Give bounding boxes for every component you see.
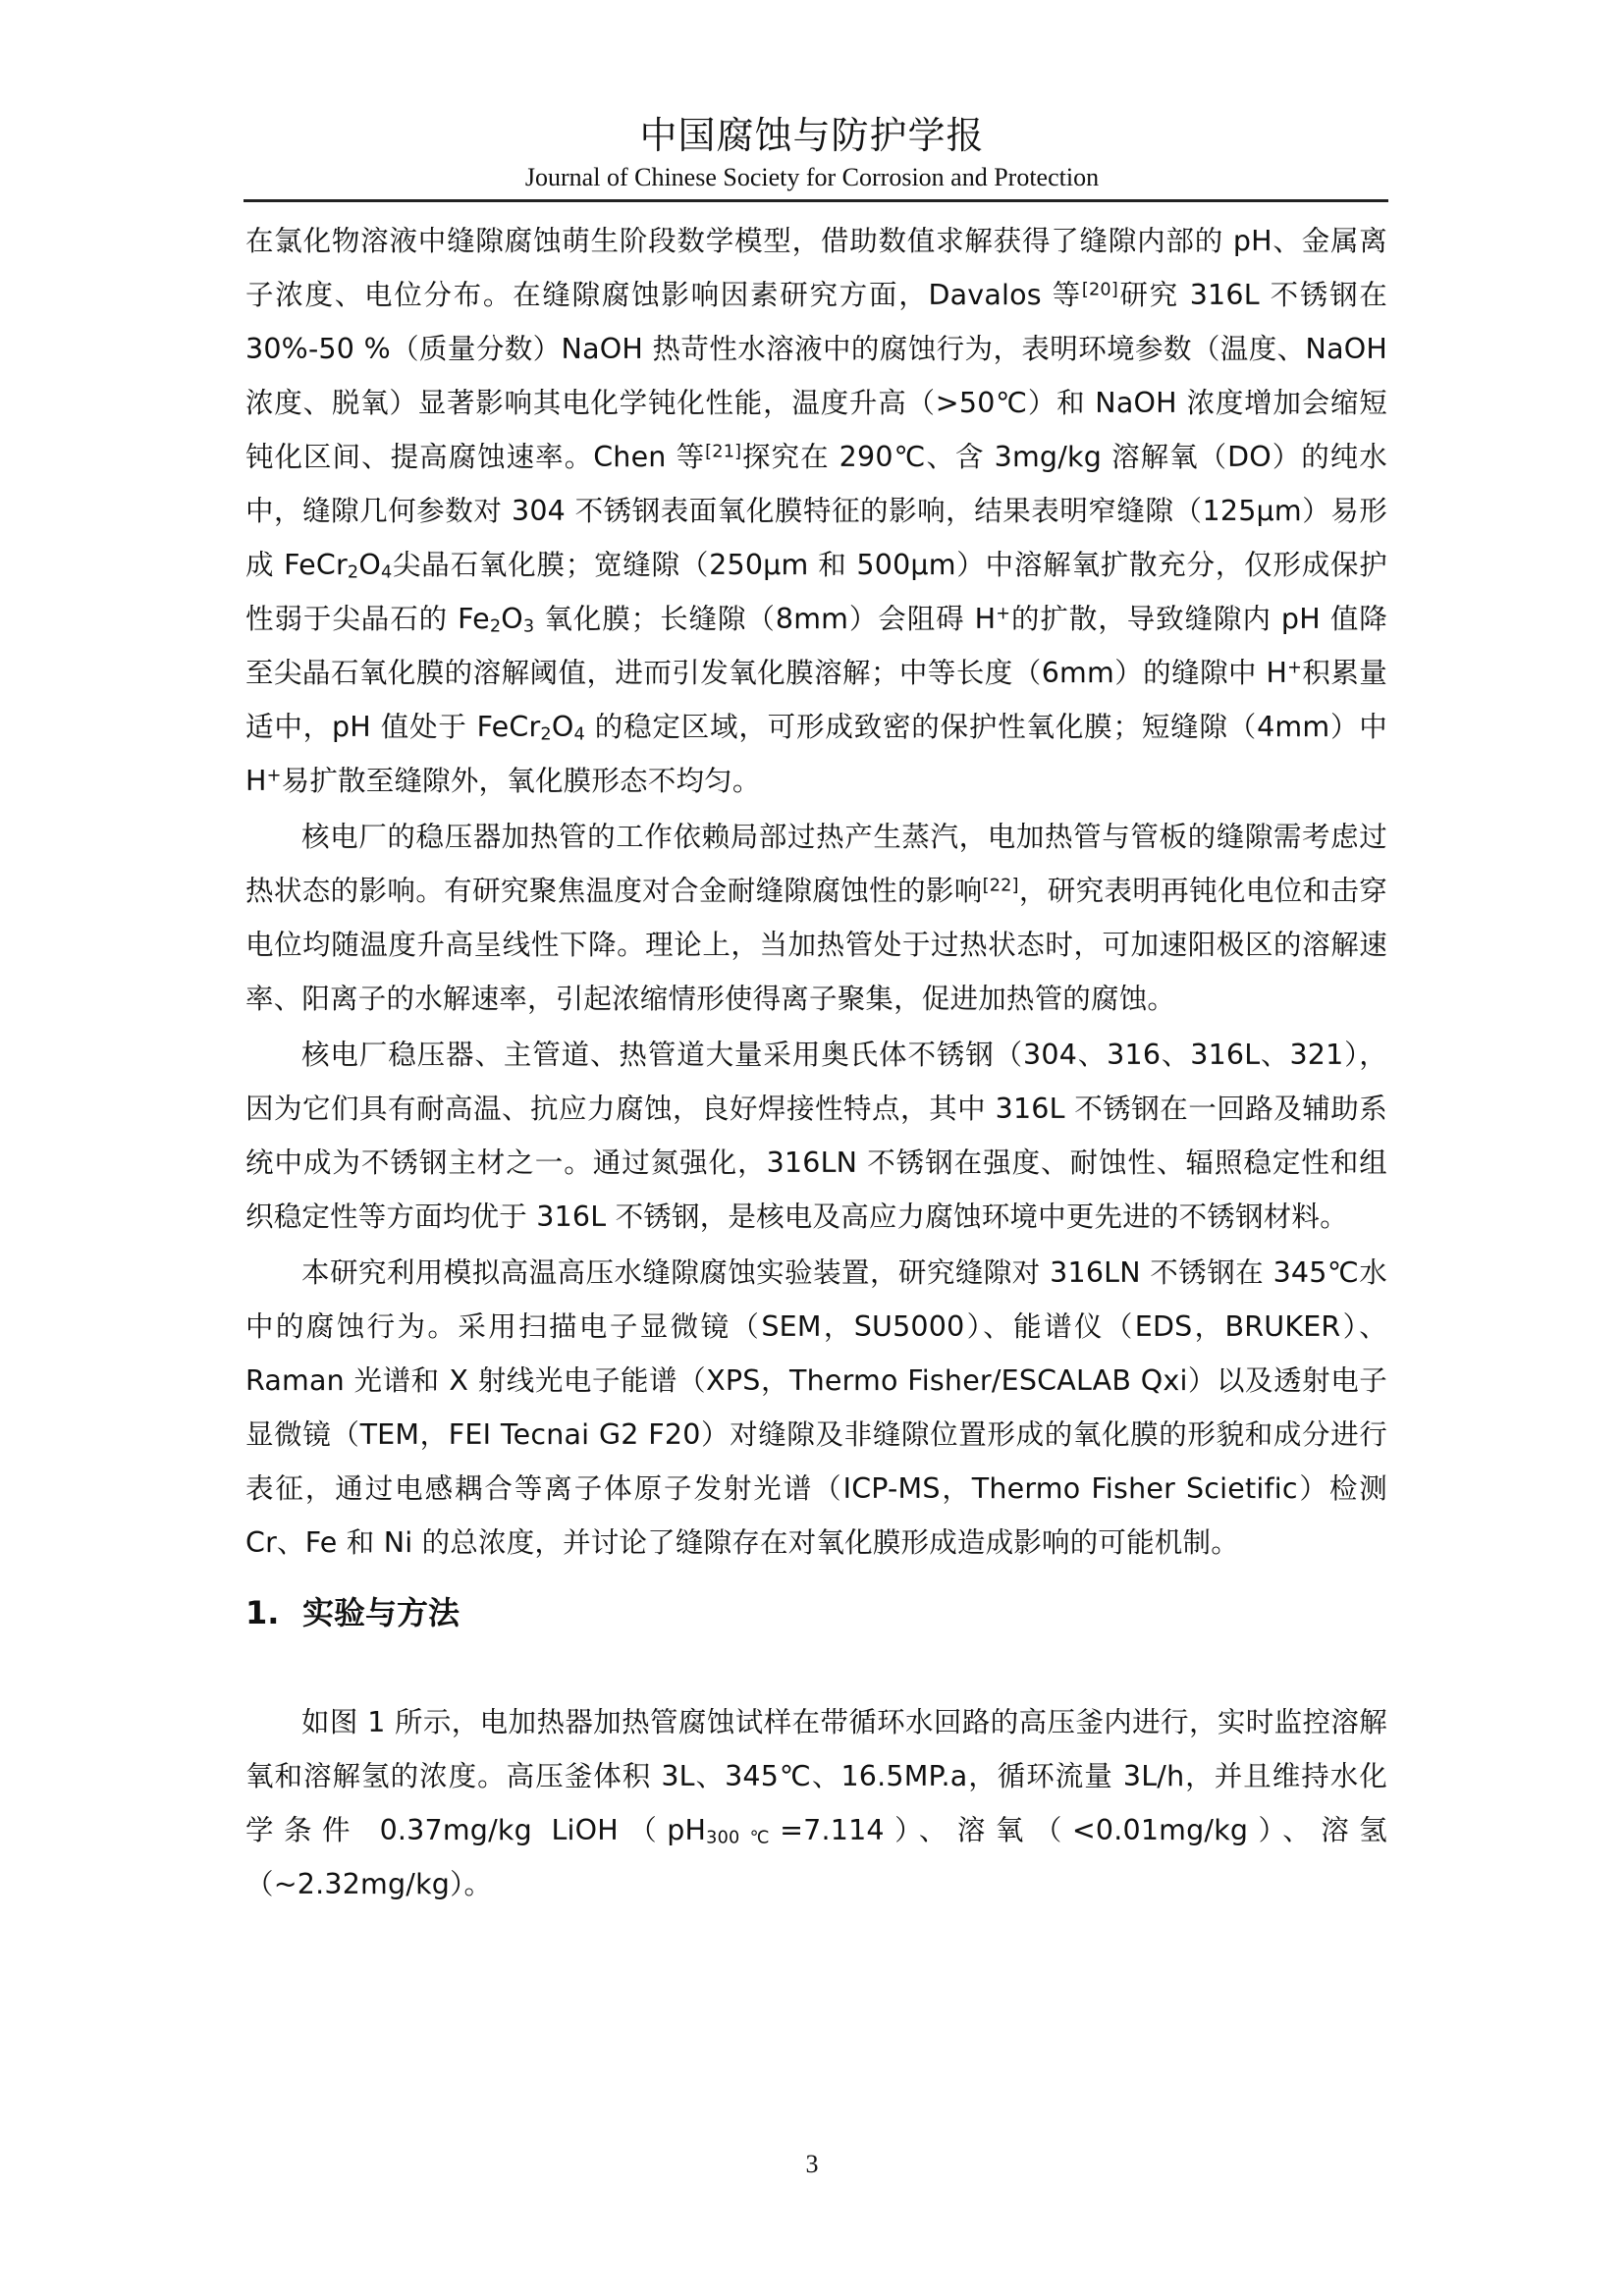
- section-number: 1.: [245, 1594, 280, 1631]
- citation-20: [20]: [1081, 280, 1118, 300]
- journal-title-en: Journal of Chinese Society for Corrosion and Protection: [524, 163, 1100, 191]
- paragraph-stainless-steel: 核电厂稳压器、主管道、热管道大量采用奥氏体不锈钢（304、316、316L、321），因为它们具有耐高温、抗应力腐蚀，良好焊接性特点，其中 316L 不锈钢在一回路及辅助系统中成为不锈钢主材之一。通过氮强化，316LN 不锈钢在强度、耐蚀性、辐照稳定性和组织稳定性等方面均优于 316L 不锈钢，是核电及高应力腐蚀环境中更先进的不锈钢材料。: [245, 1039, 1387, 1233]
- page-number: 3: [805, 2150, 819, 2178]
- header-divider: [244, 199, 1388, 202]
- section-spacer: [245, 1642, 1387, 1693]
- paragraph-study-overview: 本研究利用模拟高温高压水缝隙腐蚀实验装置，研究缝隙对 316LN 不锈钢在 345℃水中的腐蚀行为。采用扫描电子显微镜（SEM，SU5000）、能谱仪（EDS，BRUKER）、Raman 光谱和 X 射线光电子能谱（XPS，Thermo Fisher/ESCALAB Qxi）以及透射电子显微镜（TEM，FEI Tecnai G2 F20）对缝隙及非缝隙位置形成的氧化膜的形貌和成分进行表征，通过电感耦合等离子体原子发射光谱（ICP-MS，Thermo Fisher Scietific）检测 Cr、Fe 和 Ni 的总浓度，并讨论了缝隙存在对氧化膜形成造成影响的可能机制。: [245, 1256, 1387, 1559]
- paragraph-heater-tube: 核电厂的稳压器加热管的工作依赖局部过热产生蒸汽，电加热管与管板的缝隙需考虑过热状态的影响。有研究聚焦温度对合金耐缝隙腐蚀性的影响[22]，研究表明再钝化电位和击穿电位均随温度升高呈线性下降。理论上，当加热管处于过热状态时，可加速阳极区的溶解速率、阳离子的水解速率，引起浓缩情形使得离子聚集，促进加热管的腐蚀。: [245, 821, 1388, 1015]
- section-title: 实验与方法: [302, 1594, 460, 1631]
- journal-title-cn: 中国腐蚀与防护学报: [639, 114, 985, 157]
- journal-header: [0, 110, 1624, 194]
- article-body: [245, 214, 1387, 1911]
- paragraph-crevice-models: 在氯化物溶液中缝隙腐蚀萌生阶段数学模型，借助数值求解获得了缝隙内部的 pH、金属离子浓度、电位分布。在缝隙腐蚀影响因素研究方面，Davalos 等[20]研究 316L 不锈钢在 30%-50 %（质量分数）NaOH 热苛性水溶液中的腐蚀行为，表明环境参数（温度、NaOH 浓度、脱氧）显著影响其电化学钝化性能，温度升高（>50℃）和 NaOH 浓度增加会缩短钝化区间、提高腐蚀速率。Chen 等[21]探究在 290℃、含 3mg/kg 溶解氧（DO）的纯水中，缝隙几何参数对 304 不锈钢表面氧化膜特征的影响，结果表明窄缝隙（125μm）易形成 $FeCr_2O_4$尖晶石氧化膜；宽缝隙（250μm 和 500μm）中溶解氧扩散充分，仅形成保护性弱于尖晶石的 $Fe_2O_3$ 氧化膜；长缝隙（8mm）会阻碍 H+的扩散，导致缝隙内 pH 值降至尖晶石氧化膜的溶解阈值，进而引发氧化膜溶解；中等长度（6mm）的缝隙中 H+积累量适中，pH 值处于 $FeCr_2O_4$ 的稳定区域，可形成致密的保护性氧化膜；短缝隙（4mm）中 H+易扩散至缝隙外，氧化膜形态不均匀。: [245, 225, 1388, 797]
- paragraph-experiment-setup: 如图 1 所示，电加热器加热管腐蚀试样在带循环水回路的高压釜内进行，实时监控溶解氧和溶解氢的浓度。高压釜体积 3L、345℃、16.5MP.a，循环流量 3L/h，并且维持水化学条件 0.37mg/kg $LiOH(pH_{300℃}=7.114)$、溶氧（<0.01mg/kg）、溶氢（~2.32mg/kg）。: [245, 1706, 1387, 1900]
- citation-22: [22]: [982, 876, 1019, 896]
- section-heading-methods: [245, 1583, 1387, 1642]
- citation-21: [21]: [705, 442, 742, 462]
